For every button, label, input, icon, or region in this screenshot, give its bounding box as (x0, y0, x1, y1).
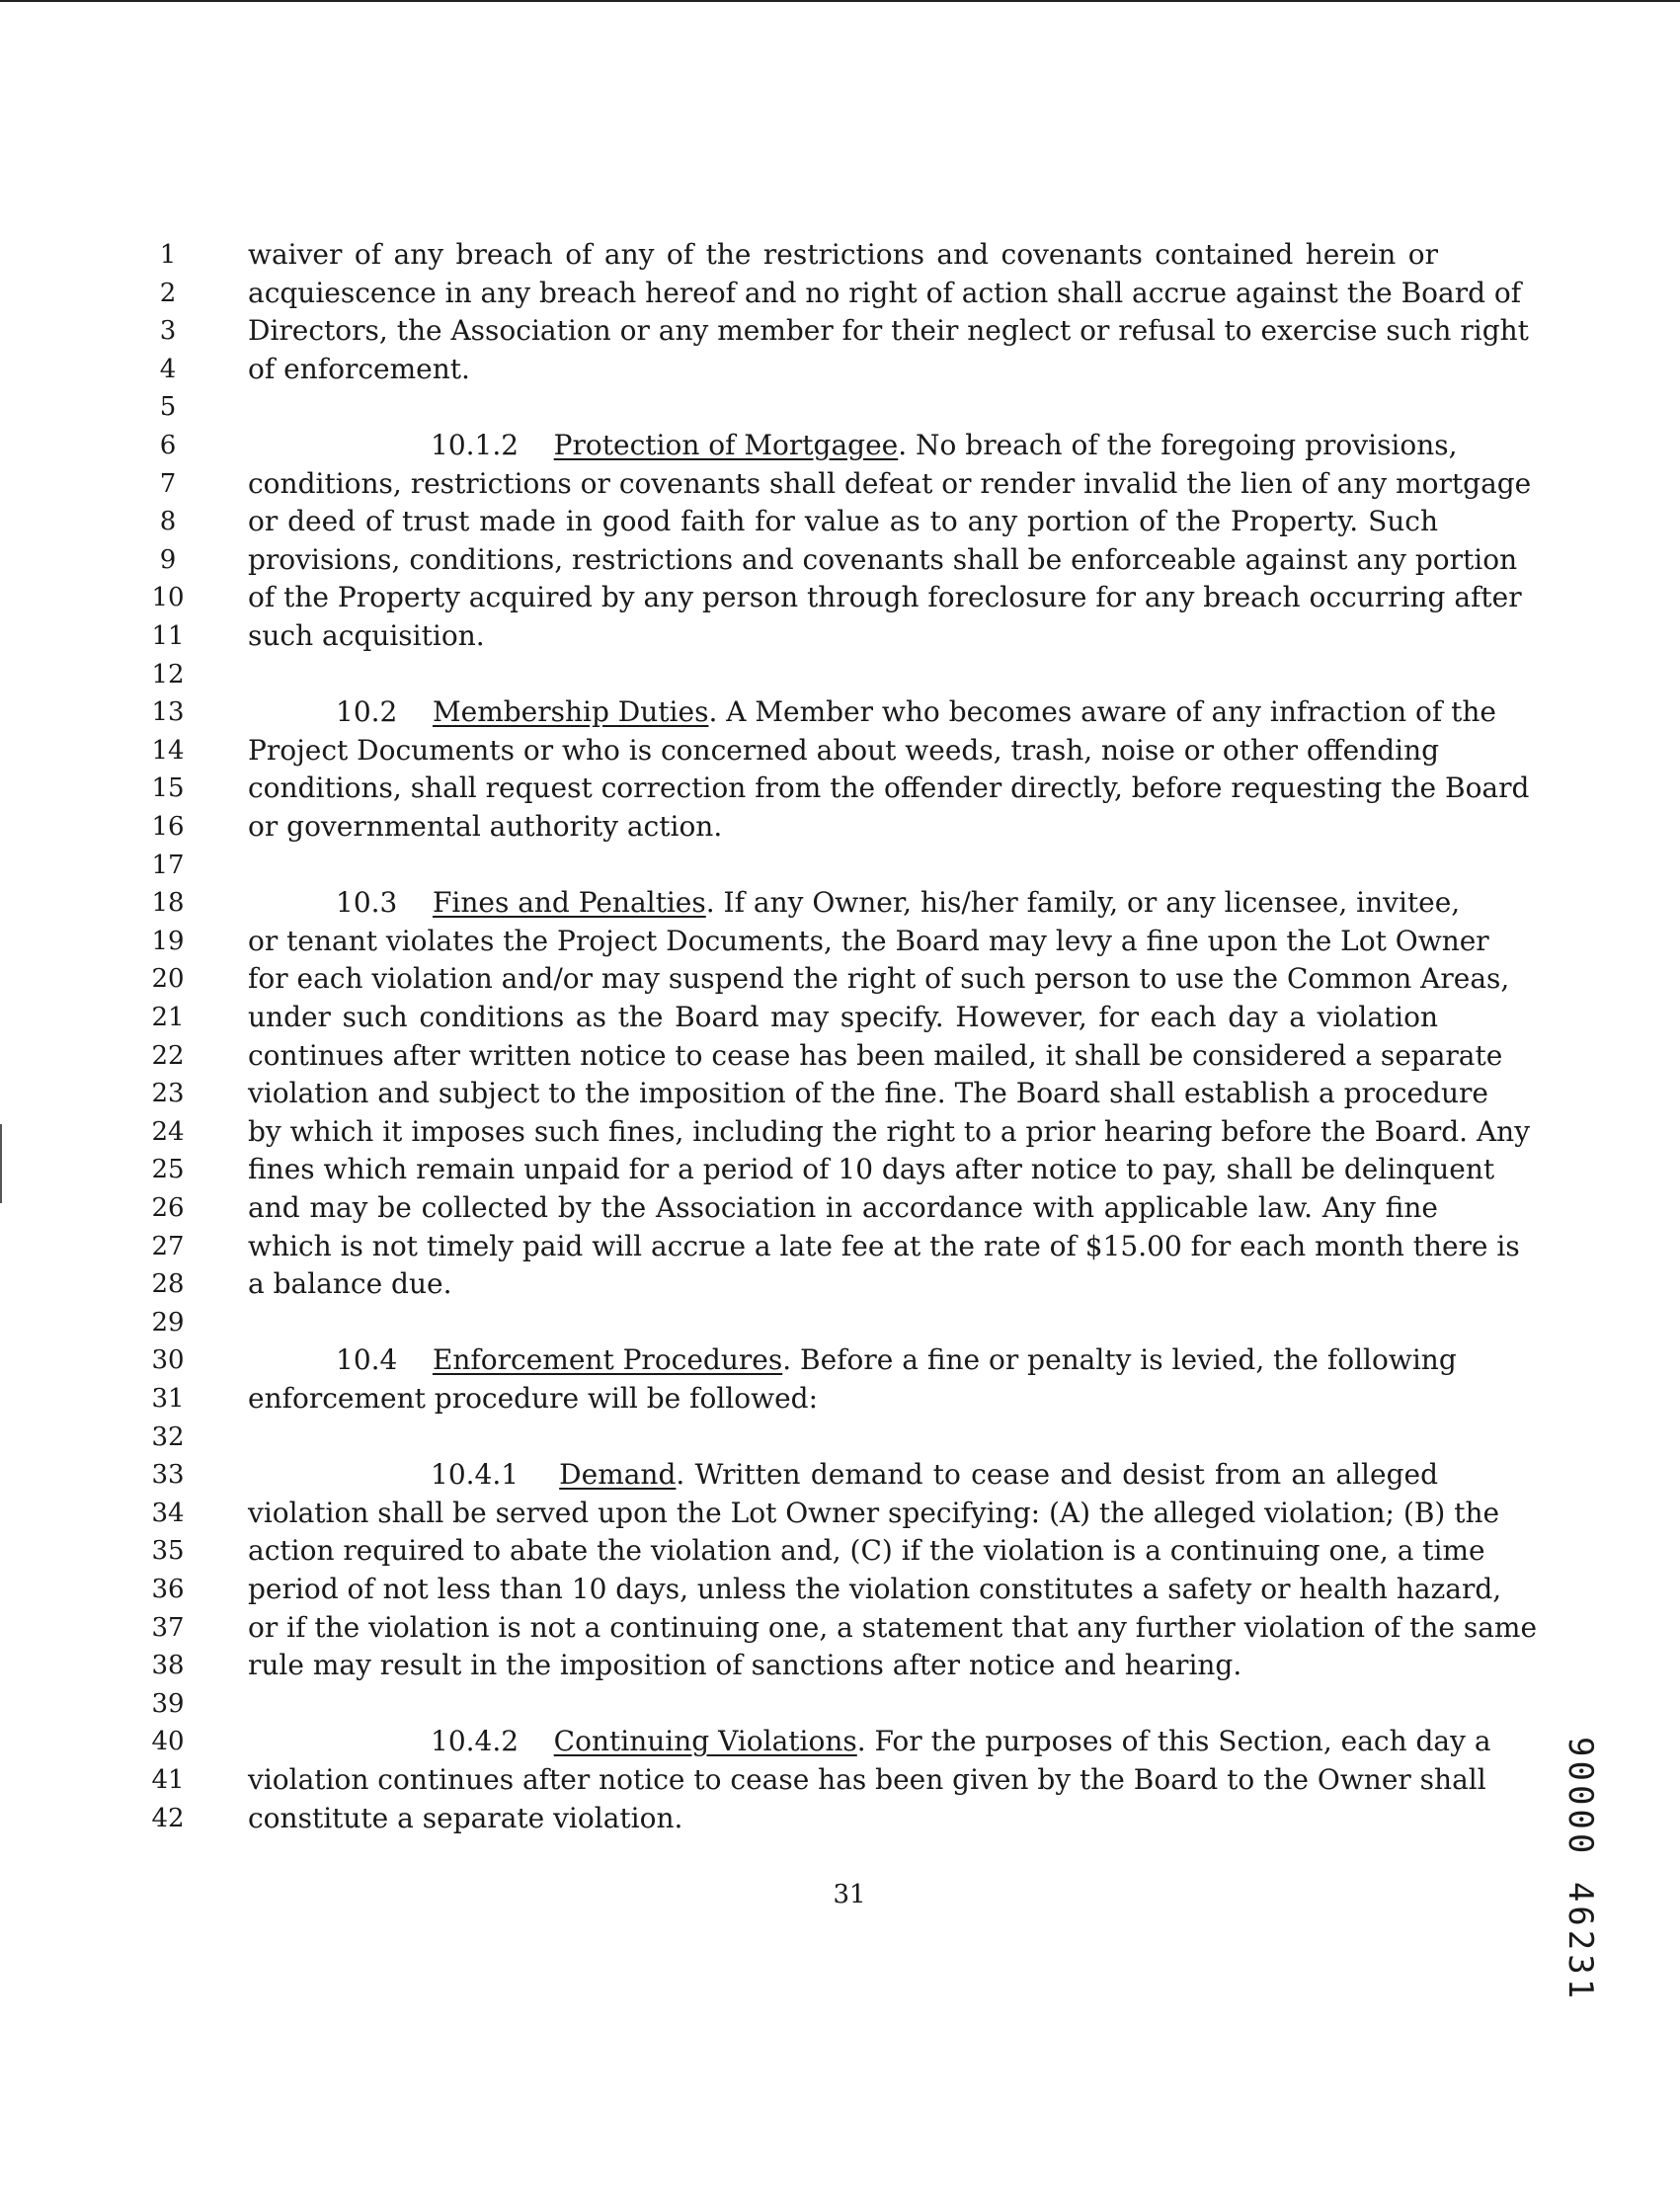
section-number: 10.4 (336, 1343, 398, 1377)
line-number: 29 (151, 1307, 185, 1338)
line-number: 13 (151, 697, 185, 728)
document-line (0, 312, 1680, 350)
document-line (0, 503, 1680, 540)
line-number: 3 (159, 316, 177, 347)
line-text (336, 693, 1496, 731)
section-gap (519, 1725, 554, 1757)
section-gap (519, 1458, 559, 1491)
line-number: 39 (151, 1688, 185, 1719)
document-line (0, 1495, 1680, 1532)
line-text: and may be collected by the Association in accordance with applicable law. Any fine (248, 1191, 1438, 1224)
line-number: 14 (151, 735, 185, 766)
line-text: or governmental authority action. (248, 810, 723, 843)
document-line (0, 1075, 1680, 1112)
line-text: violation shall be served upon the Lot Owner specifying: (A) the alleged violation; (B) the (248, 1496, 1500, 1529)
section-number: 10.4.1 (431, 1458, 520, 1492)
document-line (0, 1265, 1680, 1303)
line-number: 30 (151, 1345, 185, 1376)
line-text: Directors, the Association or any member for their neglect or refusal to exercise such right (248, 314, 1529, 348)
document-line (0, 960, 1680, 998)
document-line (0, 1380, 1680, 1418)
line-text (431, 427, 1458, 464)
section-heading: Enforcement Procedures (432, 1343, 783, 1377)
document-line (0, 1037, 1680, 1075)
page-number: 31 (833, 1880, 866, 1909)
line-number: 2 (159, 278, 177, 308)
line-number: 20 (151, 964, 185, 995)
line-text: or tenant violates the Project Documents, the Board may levy a fine upon the Lot Owner (248, 924, 1489, 957)
document-line (0, 1341, 1680, 1379)
document-line (0, 1800, 1680, 1837)
document-line (0, 1113, 1680, 1151)
section-heading: Fines and Penalties (432, 886, 706, 920)
line-number: 4 (159, 354, 177, 384)
document-line (0, 617, 1680, 655)
line-number: 15 (151, 773, 185, 804)
line-number: 22 (151, 1040, 185, 1071)
document-line (0, 770, 1680, 807)
line-number: 9 (159, 544, 177, 575)
line-number: 17 (151, 850, 185, 880)
document-line (0, 388, 1680, 426)
line-number: 21 (151, 1003, 185, 1032)
document-line (0, 693, 1680, 731)
line-number: 26 (151, 1193, 185, 1223)
line-number: 34 (151, 1498, 185, 1528)
line-text (336, 1341, 1457, 1379)
document-line (0, 1304, 1680, 1341)
line-number: 28 (151, 1269, 185, 1300)
section-heading: Membership Duties (432, 695, 709, 729)
line-text: Project Documents or who is concerned about weeds, trash, noise or other offending (248, 733, 1440, 767)
line-number: 12 (151, 659, 185, 690)
line-number: 37 (151, 1612, 185, 1643)
line-number: 25 (151, 1155, 185, 1185)
document-line (0, 236, 1680, 274)
document-line (0, 275, 1680, 312)
line-number: 40 (151, 1727, 185, 1757)
line-number: 33 (151, 1460, 185, 1491)
line-number: 42 (151, 1803, 185, 1833)
document-line (0, 1761, 1680, 1799)
document-line (0, 732, 1680, 770)
section-heading: Protection of Mortgagee (553, 429, 899, 461)
line-number: 18 (151, 888, 185, 919)
section-number: 10.4.2 (431, 1725, 520, 1758)
section-heading: Continuing Violations (553, 1725, 857, 1758)
line-text (431, 1456, 1438, 1494)
document-line (0, 465, 1680, 503)
line-text: violation and subject to the imposition of the fine. The Board shall establish a procedure (248, 1077, 1488, 1110)
section-number: 10.2 (336, 695, 398, 729)
recording-stamp: 90000 46231 (1560, 1737, 1600, 2003)
line-text: such acquisition. (248, 619, 485, 652)
document-line (0, 884, 1680, 922)
line-number: 24 (151, 1116, 185, 1147)
document-line (0, 1685, 1680, 1723)
line-number: 23 (151, 1079, 185, 1109)
section-gap (397, 1343, 433, 1376)
line-text (336, 884, 1461, 922)
document-line (0, 1151, 1680, 1188)
line-text: period of not less than 10 days, unless the violation constitutes a safety or health hazard, (248, 1573, 1502, 1605)
document-line (0, 1532, 1680, 1570)
section-text: . No breach of the foregoing provisions, (898, 429, 1458, 461)
line-text: of the Property acquired by any person through foreclosure for any breach occurring after (248, 581, 1522, 614)
line-number: 41 (151, 1765, 185, 1795)
section-gap (397, 886, 433, 919)
section-number: 10.1.2 (431, 429, 520, 461)
document-line (0, 656, 1680, 693)
document-line (0, 808, 1680, 846)
line-number: 38 (151, 1651, 185, 1681)
document-line (0, 1419, 1680, 1456)
line-text: or deed of trust made in good faith for value as to any portion of the Property. Such (248, 505, 1438, 538)
line-number: 11 (151, 621, 185, 651)
section-gap (519, 429, 554, 461)
line-number: 7 (159, 468, 177, 499)
line-text: conditions, restrictions or covenants shall defeat or render invalid the lien of any mortgage (248, 466, 1532, 500)
line-text: rule may result in the imposition of sanctions after notice and hearing. (248, 1649, 1242, 1682)
document-line (0, 1189, 1680, 1227)
line-text: by which it imposes such fines, including the right to a prior hearing before the Board. Any (248, 1114, 1531, 1148)
line-number: 19 (151, 926, 185, 956)
document-line (0, 541, 1680, 579)
line-number: 27 (151, 1231, 185, 1261)
line-text: provisions, conditions, restrictions and covenants shall be enforceable against any portion (248, 542, 1518, 576)
line-text: or if the violation is not a continuing one, a statement that any further violation of the same (248, 1610, 1538, 1644)
line-number: 1 (159, 240, 177, 270)
line-number: 5 (159, 392, 177, 423)
section-text: . If any Owner, his/her family, or any licensee, invitee, (705, 886, 1461, 920)
line-text: a balance due. (248, 1267, 452, 1301)
line-text: fines which remain unpaid for a period of 10 days after notice to pay, shall be delinquent (248, 1153, 1495, 1186)
line-number: 35 (151, 1536, 185, 1567)
line-text: under such conditions as the Board may specify. However, for each day a violation (248, 1001, 1438, 1033)
line-text: of enforcement. (248, 352, 470, 385)
section-heading: Demand (559, 1458, 677, 1492)
document-line (0, 579, 1680, 616)
document-line (0, 923, 1680, 960)
document-line (0, 427, 1680, 464)
line-number: 16 (151, 812, 185, 842)
document-line (0, 847, 1680, 884)
document-line (0, 1571, 1680, 1608)
line-text: violation continues after notice to cease has been given by the Board to the Owner shall (248, 1763, 1486, 1796)
line-text: acquiescence in any breach hereof and no right of action shall accrue against the Board of (248, 276, 1522, 309)
document-line (0, 1609, 1680, 1647)
section-text: . A Member who becomes aware of any infraction of the (708, 695, 1496, 729)
section-text: . For the purposes of this Section, each day a (856, 1725, 1491, 1758)
line-text: for each violation and/or may suspend the right of such person to use the Common Areas, (248, 962, 1510, 996)
line-text: action required to abate the violation and, (C) if the violation is a continuing one, a time (248, 1534, 1485, 1568)
document-line (0, 1228, 1680, 1265)
document-line (0, 1456, 1680, 1494)
line-number: 31 (151, 1384, 185, 1414)
line-text: which is not timely paid will accrue a late fee at the rate of $15.00 for each month there is (248, 1229, 1520, 1262)
line-text: conditions, shall request correction from the offender directly, before requesting the Board (248, 771, 1530, 805)
line-text (431, 1723, 1491, 1760)
line-text: waiver of any breach of any of the restrictions and covenants contained herein or (248, 238, 1438, 271)
document-line (0, 1647, 1680, 1684)
line-number: 36 (151, 1575, 185, 1604)
section-number: 10.3 (336, 886, 398, 920)
document-line (0, 1723, 1680, 1760)
document-line (0, 999, 1680, 1036)
section-text: . Written demand to cease and desist from an alleged (676, 1458, 1438, 1492)
line-number: 8 (159, 507, 177, 537)
line-number: 32 (151, 1421, 185, 1452)
line-number: 6 (159, 431, 177, 460)
section-gap (397, 695, 433, 728)
line-text: continues after written notice to cease has been mailed, it shall be considered a separate (248, 1038, 1503, 1072)
line-number: 10 (151, 583, 185, 613)
section-text: . Before a fine or penalty is levied, the following (782, 1343, 1457, 1377)
document-line (0, 351, 1680, 388)
line-text: constitute a separate violation. (248, 1801, 683, 1834)
line-text: enforcement procedure will be followed: (248, 1382, 819, 1415)
